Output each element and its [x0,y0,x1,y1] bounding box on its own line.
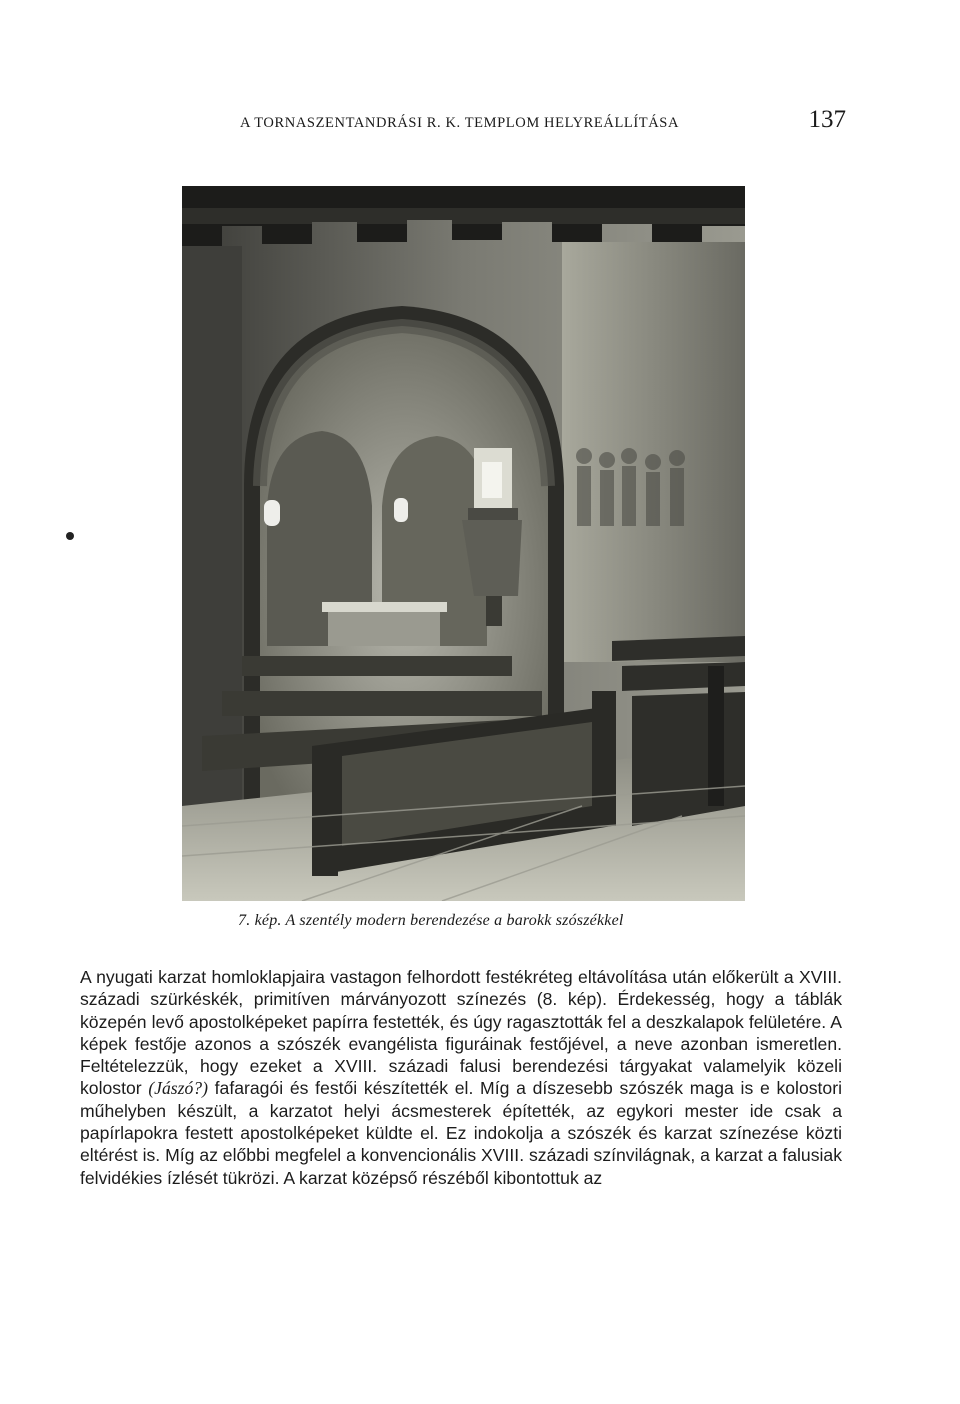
running-header [240,106,846,136]
page-number: 137 [808,106,846,133]
church-interior-photo [182,186,745,901]
body-text-part-1: A nyugati karzat homloklapjaira vastagon felhordott festékréteg eltávolítása után előkerült a XVIII. századi szürkéskék, primitíven márványozott színezés (8. kép). Érdekesség, hogy a táblák közepén levő apostolképeket papírra festették, és úgy ragasztották fel a deszkalapok felületére. A képek festője azonos a szószék evangélista figuráinak festőjével, a neve azonban ismeretlen. Feltételezzük, hogy ezeket a XVIII. századi falusi berendezési tárgyakat valamelyik közeli kolostor [80,967,842,1099]
running-title: A TORNASZENTANDRÁSI R. K. TEMPLOM HELYREÁLLÍTÁSA [240,115,680,131]
photo-drawing [182,186,745,901]
body-text-italic: (Jászó?) [148,1078,208,1099]
body-text-part-2: fafaragói és festői készítették el. Míg a díszesebb szószék maga is e kolostori műhelyben készült, a karzatot helyi ácsmesterek építették, az egykori mester ide csak a papírlapokra festett apostolképeket küldte el. Ez indokolja a szószék és karzat színezése közti eltérést is. Míg az előbbi megfelel a konvencionális XVIII. századi színvilágnak, a karzat a falusiak felvidékies ízlését tükrözi. A karzat középső részéből kibontottuk az [80,1078,842,1188]
scan-speck [66,532,74,540]
figure-caption: 7. kép. A szentély modern berendezése a barokk szószékkel [238,912,624,929]
body-paragraph [80,966,842,1189]
